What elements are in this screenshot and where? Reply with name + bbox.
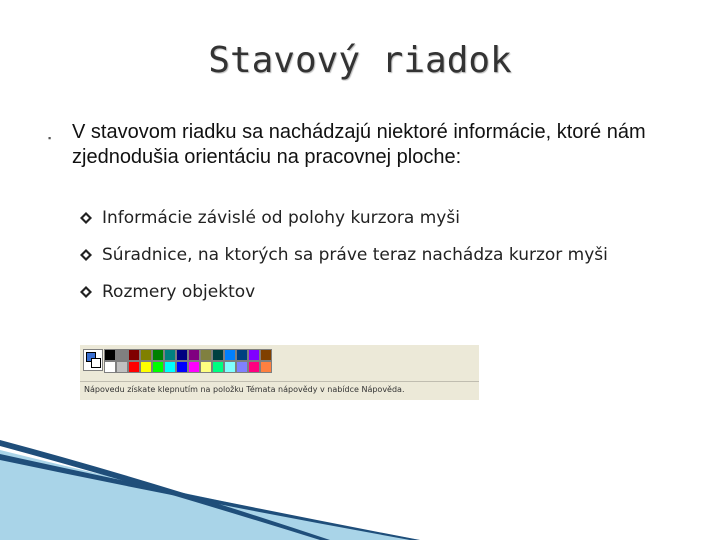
palette-swatch[interactable] [104, 349, 116, 361]
palette-swatch[interactable] [176, 361, 188, 373]
palette-swatch[interactable] [236, 361, 248, 373]
sub-bullet-text: Informácie závislé od polohy kurzora myši [102, 208, 460, 228]
slide-title: Stavový riadok [208, 40, 512, 81]
decor-light-wave [0, 450, 420, 540]
palette-swatch[interactable] [188, 361, 200, 373]
diamond-bullet-icon [80, 286, 92, 298]
palette-swatch[interactable] [140, 349, 152, 361]
palette-swatch[interactable] [200, 361, 212, 373]
current-colors-box[interactable] [83, 349, 103, 371]
palette-swatch[interactable] [236, 349, 248, 361]
diamond-bullet-icon [80, 249, 92, 261]
palette-swatch[interactable] [116, 349, 128, 361]
palette-swatch[interactable] [260, 361, 272, 373]
palette-swatch[interactable] [140, 361, 152, 373]
square-bullet-icon: ▪ [48, 133, 52, 143]
background-color[interactable] [91, 358, 101, 368]
palette-swatch[interactable] [224, 361, 236, 373]
sub-bullet-text: Rozmery objektov [102, 282, 256, 302]
palette-swatch[interactable] [188, 349, 200, 361]
palette-swatch[interactable] [164, 361, 176, 373]
status-bar-text: Nápovedu získate klepnutím na položku Témata nápovědy v nabídce Nápověda. [84, 385, 405, 394]
palette-swatch[interactable] [104, 361, 116, 373]
palette-swatch[interactable] [248, 349, 260, 361]
sub-bullet-text: Súradnice, na ktorých sa práve teraz nachádza kurzor myši [102, 245, 608, 265]
palette-swatch[interactable] [128, 361, 140, 373]
palette-swatch[interactable] [260, 349, 272, 361]
status-bar [80, 381, 479, 400]
palette-swatch[interactable] [176, 349, 188, 361]
palette-swatch[interactable] [224, 349, 236, 361]
palette-swatch[interactable] [116, 361, 128, 373]
paint-screenshot [80, 344, 479, 399]
palette-swatch[interactable] [128, 349, 140, 361]
palette-swatch[interactable] [248, 361, 260, 373]
sub-bullet-item [80, 206, 700, 243]
palette-swatch[interactable] [164, 349, 176, 361]
slide-decoration [0, 440, 720, 540]
palette-swatch[interactable] [152, 361, 164, 373]
main-bullet-text: V stavovom riadku sa nachádzajú niektoré informácie, ktoré nám zjednodušia orientáciu na pracovnej ploche: [72, 121, 646, 168]
palette-swatch[interactable] [212, 349, 224, 361]
sub-bullet-item [80, 243, 700, 280]
diamond-bullet-icon [80, 212, 92, 224]
sub-bullet-item [80, 280, 700, 317]
sub-bullet-list [80, 206, 700, 317]
palette-swatch[interactable] [152, 349, 164, 361]
main-bullet [48, 120, 688, 170]
palette-swatch[interactable] [200, 349, 212, 361]
palette-swatch[interactable] [212, 361, 224, 373]
